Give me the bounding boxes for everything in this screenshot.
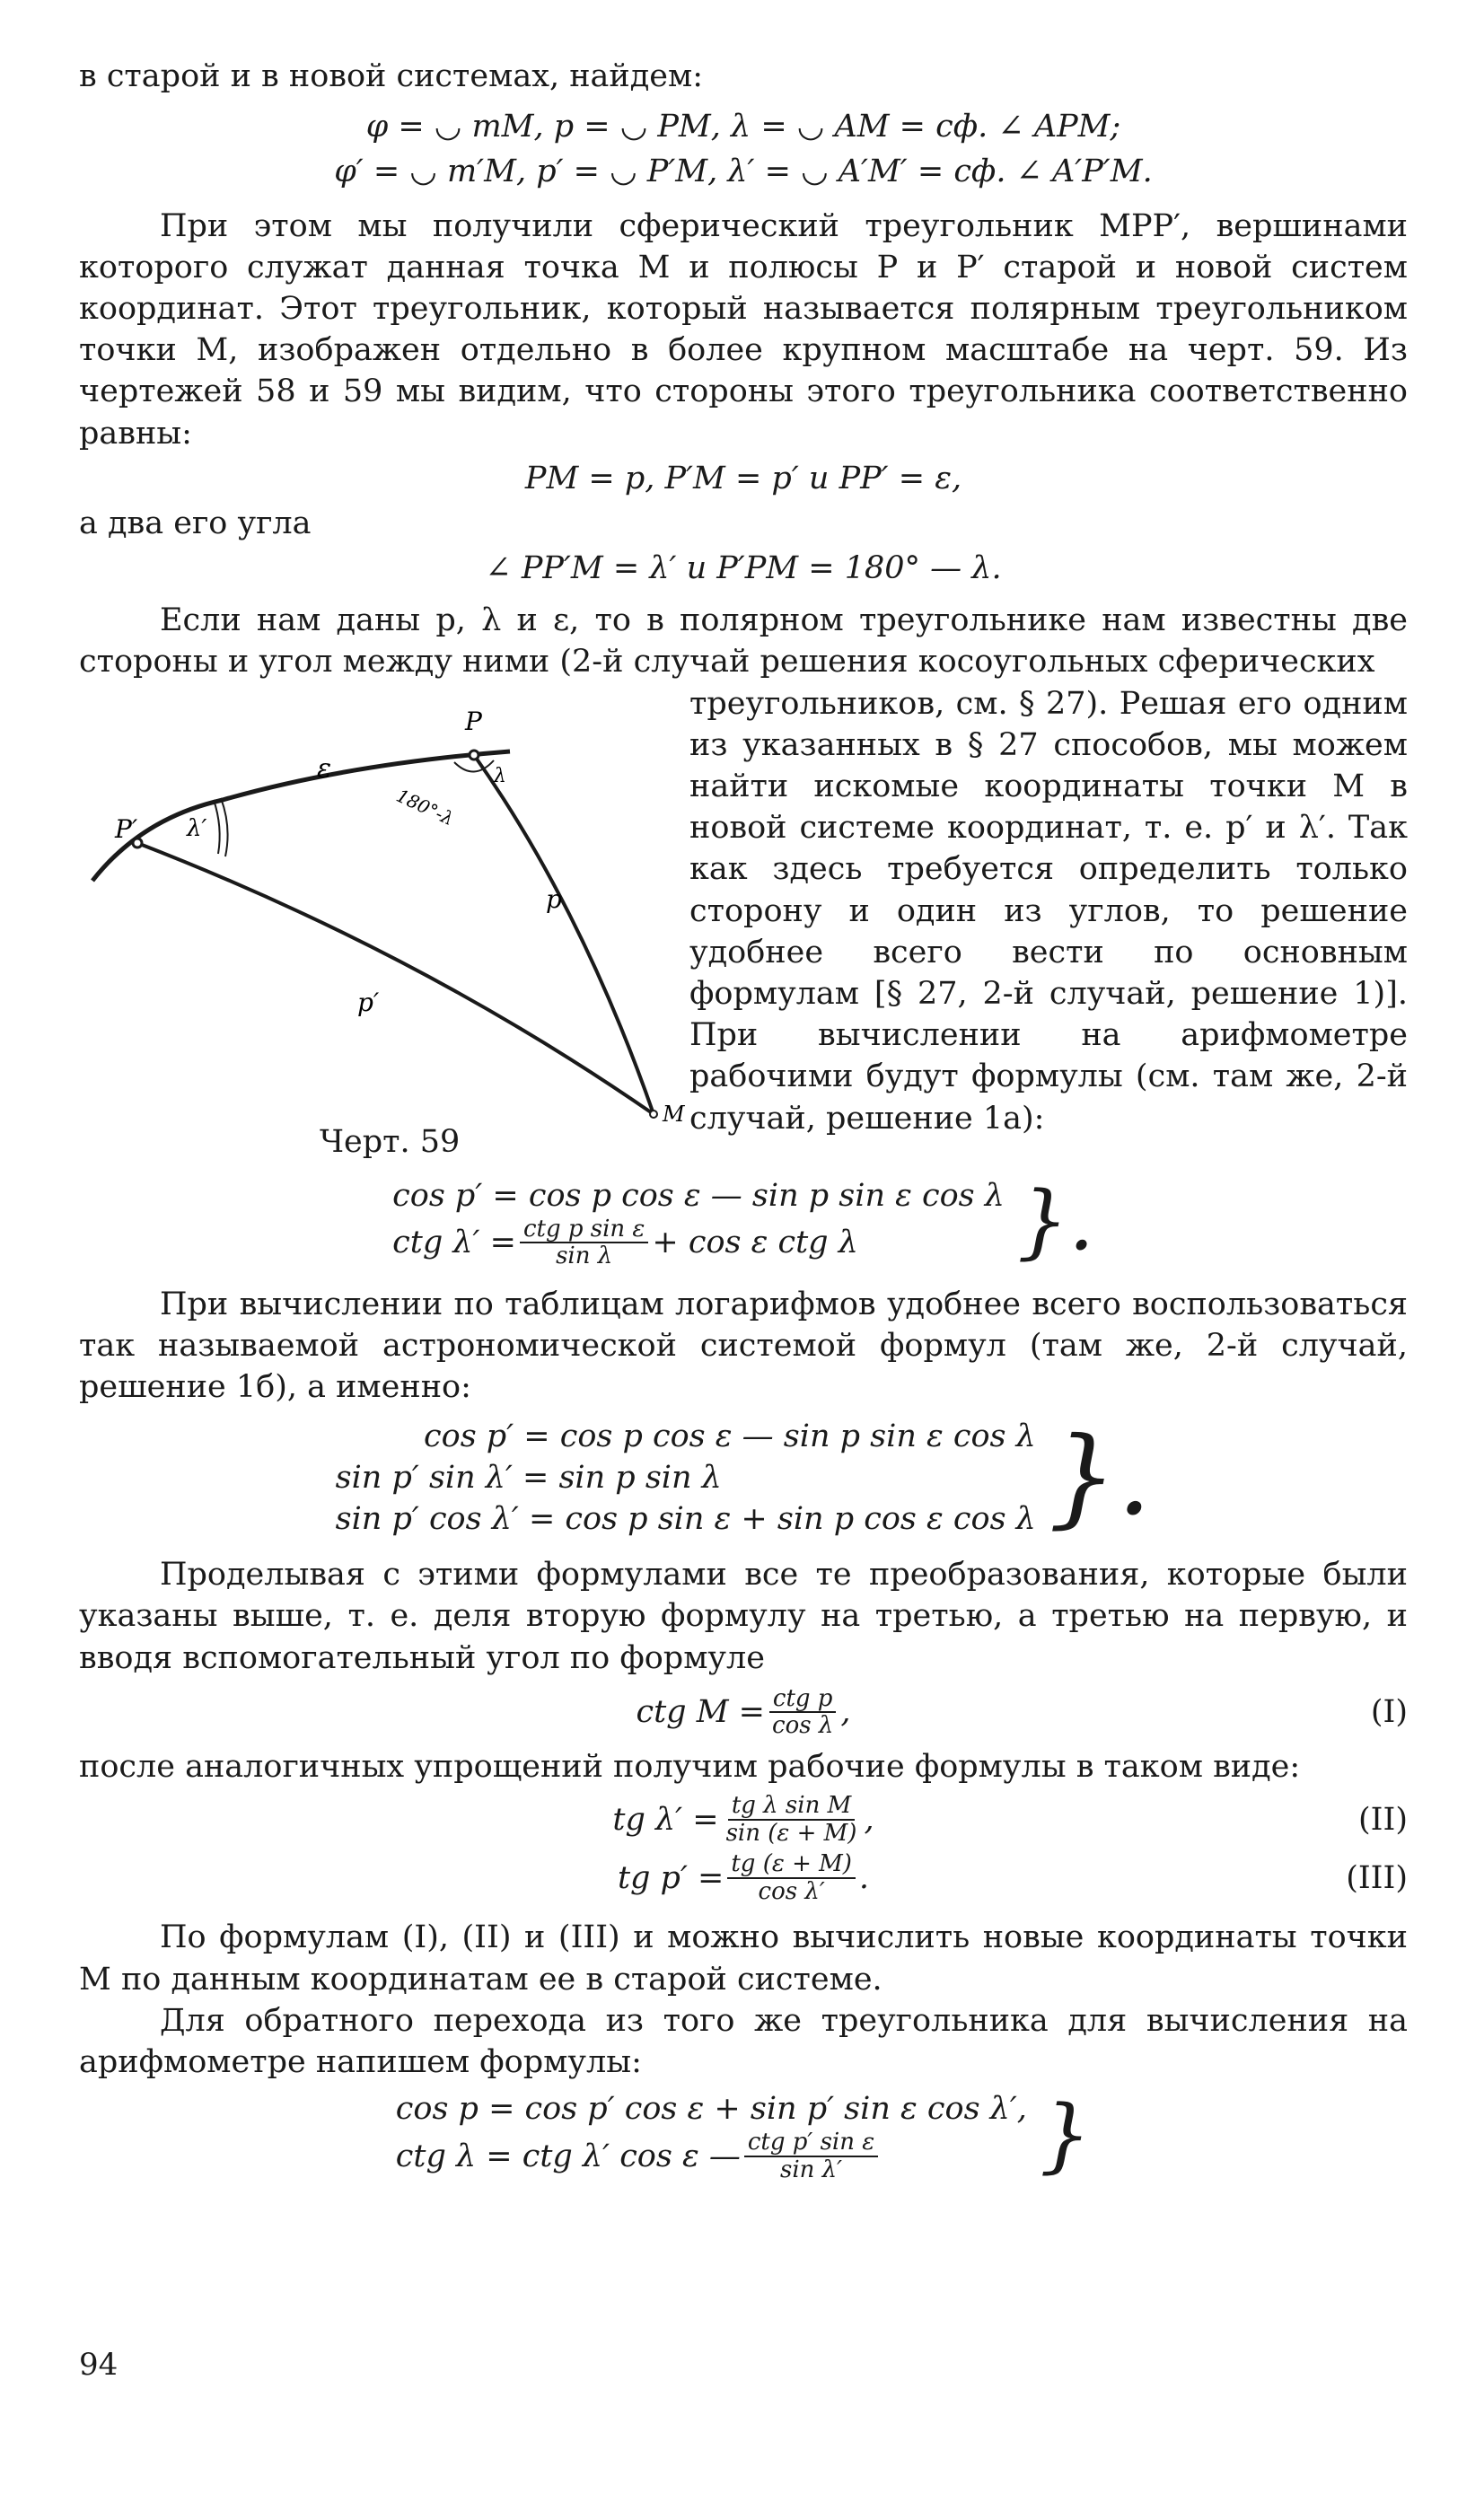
formula-II: tg λ′ = $\frac{\text{tg λ sin M}}{\sin (\varepsilon + M)}$ , (II) xyxy=(612,1792,1408,1847)
fraction-denominator: cos λ xyxy=(772,1712,834,1740)
formula-tag: (II) xyxy=(1358,1801,1408,1838)
formula-line: sin p′ cos λ′ = cos p sin ε + sin p cos ε cos λ xyxy=(335,1500,1036,1537)
paragraph-2b: треугольников, см. § 27). Решая его одним из указанных в § 27 способов, мы можем найти искомые координаты точки M в новой системе координат, т. е. p′ и λ′. Так как здесь требуется определить только сторону и один из углов, то решение удобнее всего вести по основным формулам [§ 27, 2-й случай, решение 1)]. При вычислении на арифмометре рабочими будут формулы (см. там же, 2-й случай, решение 1а): xyxy=(689,685,1408,1137)
paragraph-3: При вычислении по таблицам логарифмов удобнее всего воспользоваться так называемой астрономической системой формул (там же, 2-й случай, решение 1б), а именно: xyxy=(79,1287,1408,1406)
paragraph-1: При этом мы получили сферический треугольник MPP′, вершинами которого служат данная точка M и полюсы P и P′ старой и новой систем координат. Этот треугольник, который называется полярным треугольником точки M, изображен отдельно в более крупном масштабе на черт. 59. Из чертежей 58 и 59 мы видим, что стороны этого треугольника соответственно равны: xyxy=(79,207,1408,452)
formula-line: cos p = cos p′ cos ε + sin p′ sin ε cos λ′, xyxy=(395,2091,1027,2128)
fraction-numerator: ctg p sin ε xyxy=(520,1216,648,1244)
formula-III: tg p′ = $\frac{tg (\varepsilon + M)}{\text{cos λ′}}$ . (III) xyxy=(617,1850,1408,1905)
equation-1: φ = ◡ mM, p = ◡ PM, λ = ◡ AM = сф. ∠ APM; xyxy=(365,109,1121,145)
fraction-numerator: ctg p xyxy=(769,1686,837,1714)
label-p-prime: P′ xyxy=(115,813,138,844)
formula-part: tg λ′ = xyxy=(612,1801,719,1838)
formula-group-2 xyxy=(79,1416,1408,1541)
paragraph-2a: Если нам даны p, λ и ε, то в полярном треугольнике нам известны две стороны и угол между ними (2-й случай решения косоугольных сферических xyxy=(79,602,1408,681)
text-line: а два его угла xyxy=(79,505,312,541)
angle-mark-lambda-prime xyxy=(221,798,228,856)
arc-p xyxy=(474,755,654,1114)
label-m: M xyxy=(663,1101,685,1127)
formula-part: ctg M = xyxy=(636,1694,766,1731)
formula-line: sin p′ sin λ′ = sin p sin λ xyxy=(335,1459,722,1496)
label-p: P xyxy=(465,706,482,736)
label-side-p: p xyxy=(546,883,562,914)
angle-mark-lambda-prime xyxy=(214,800,220,854)
label-lambda-prime: λ′ xyxy=(187,814,207,842)
fraction-numerator: ctg p′ sin ε xyxy=(744,2130,878,2157)
formula-tag: (I) xyxy=(1370,1694,1408,1731)
fraction-denominator: sin (ε + M) xyxy=(725,1819,857,1847)
right-brace-icon: }. xyxy=(1048,1414,1152,1540)
page-number: 94 xyxy=(79,2347,119,2383)
label-epsilon: ε xyxy=(317,752,332,785)
paragraph-5: По формулам (I), (II) и (III) и можно вычислить новые координаты точки M по данным координатам ее в старой системе. xyxy=(79,1919,1408,1998)
formula-I: ctg M = $\frac{\text{ctg p}}{\text{cos λ}}$ , (I) xyxy=(636,1684,1408,1740)
equation-2: φ′ = ◡ m′M, p′ = ◡ P′M, λ′ = ◡ A′M′ = сф. ∠ A′P′M. xyxy=(334,154,1153,190)
equation-4: ∠ PP′M = λ′ и P′PM = 180° — λ. xyxy=(485,550,1002,587)
formula-part: tg p′ = xyxy=(617,1859,724,1896)
point-p xyxy=(470,751,479,760)
label-lambda: λ xyxy=(494,764,506,787)
page-body xyxy=(79,56,1408,2183)
fraction-denominator: sin λ′ xyxy=(780,2156,843,2183)
formula-part: ctg λ′ = xyxy=(392,1225,516,1261)
fraction-numerator: tg λ sin M xyxy=(728,1793,855,1821)
fraction-denominator: cos λ′ xyxy=(758,1877,825,1905)
formula-group-1 xyxy=(79,1175,1408,1269)
fraction-numerator: tg (ε + M) xyxy=(727,1851,856,1879)
arc-p-prime xyxy=(137,843,654,1114)
figure-block xyxy=(79,683,1408,1168)
formula-part: + cos ε ctg λ xyxy=(652,1225,858,1261)
label-side-p-prime: p′ xyxy=(357,987,380,1017)
formula-line: cos p′ = cos p cos ε — sin p sin ε cos λ xyxy=(392,1177,1005,1214)
text-line: в старой и в новой системах, найдем: xyxy=(79,58,703,94)
right-brace-icon: }. xyxy=(1016,1174,1094,1269)
equation-3: PM = p, P′M = p′ и PP′ = ε, xyxy=(524,460,962,496)
angle-mark-lambda xyxy=(454,760,494,772)
figure-caption: Черт. 59 xyxy=(320,1123,461,1160)
formula-tag: (III) xyxy=(1346,1859,1408,1896)
point-m xyxy=(650,1111,657,1118)
paragraph-4: Проделывая с этими формулами все те преобразования, которые были указаны выше, т. е. деля вторую формулу на третью, а третью на первую, и вводя вспомогательный угол по формуле xyxy=(79,1557,1408,1676)
formula-part: ctg λ = ctg λ′ cos ε — xyxy=(395,2138,741,2174)
figure-59-diagram xyxy=(79,683,707,1168)
formula-group-3 xyxy=(79,2088,1408,2182)
paragraph-6: Для обратного перехода из того же треугольника для вычисления на арифмометре напишем формулы: xyxy=(79,2002,1408,2080)
fraction-denominator: sin λ xyxy=(556,1243,613,1270)
text-line: после аналогичных упрощений получим рабочие формулы в таком виде: xyxy=(79,1748,1301,1785)
label-angle-180: 180°-λ xyxy=(392,784,458,830)
formula-line: cos p′ = cos p cos ε — sin p sin ε cos λ xyxy=(424,1418,1036,1454)
right-brace-icon: } xyxy=(1039,2087,1092,2182)
